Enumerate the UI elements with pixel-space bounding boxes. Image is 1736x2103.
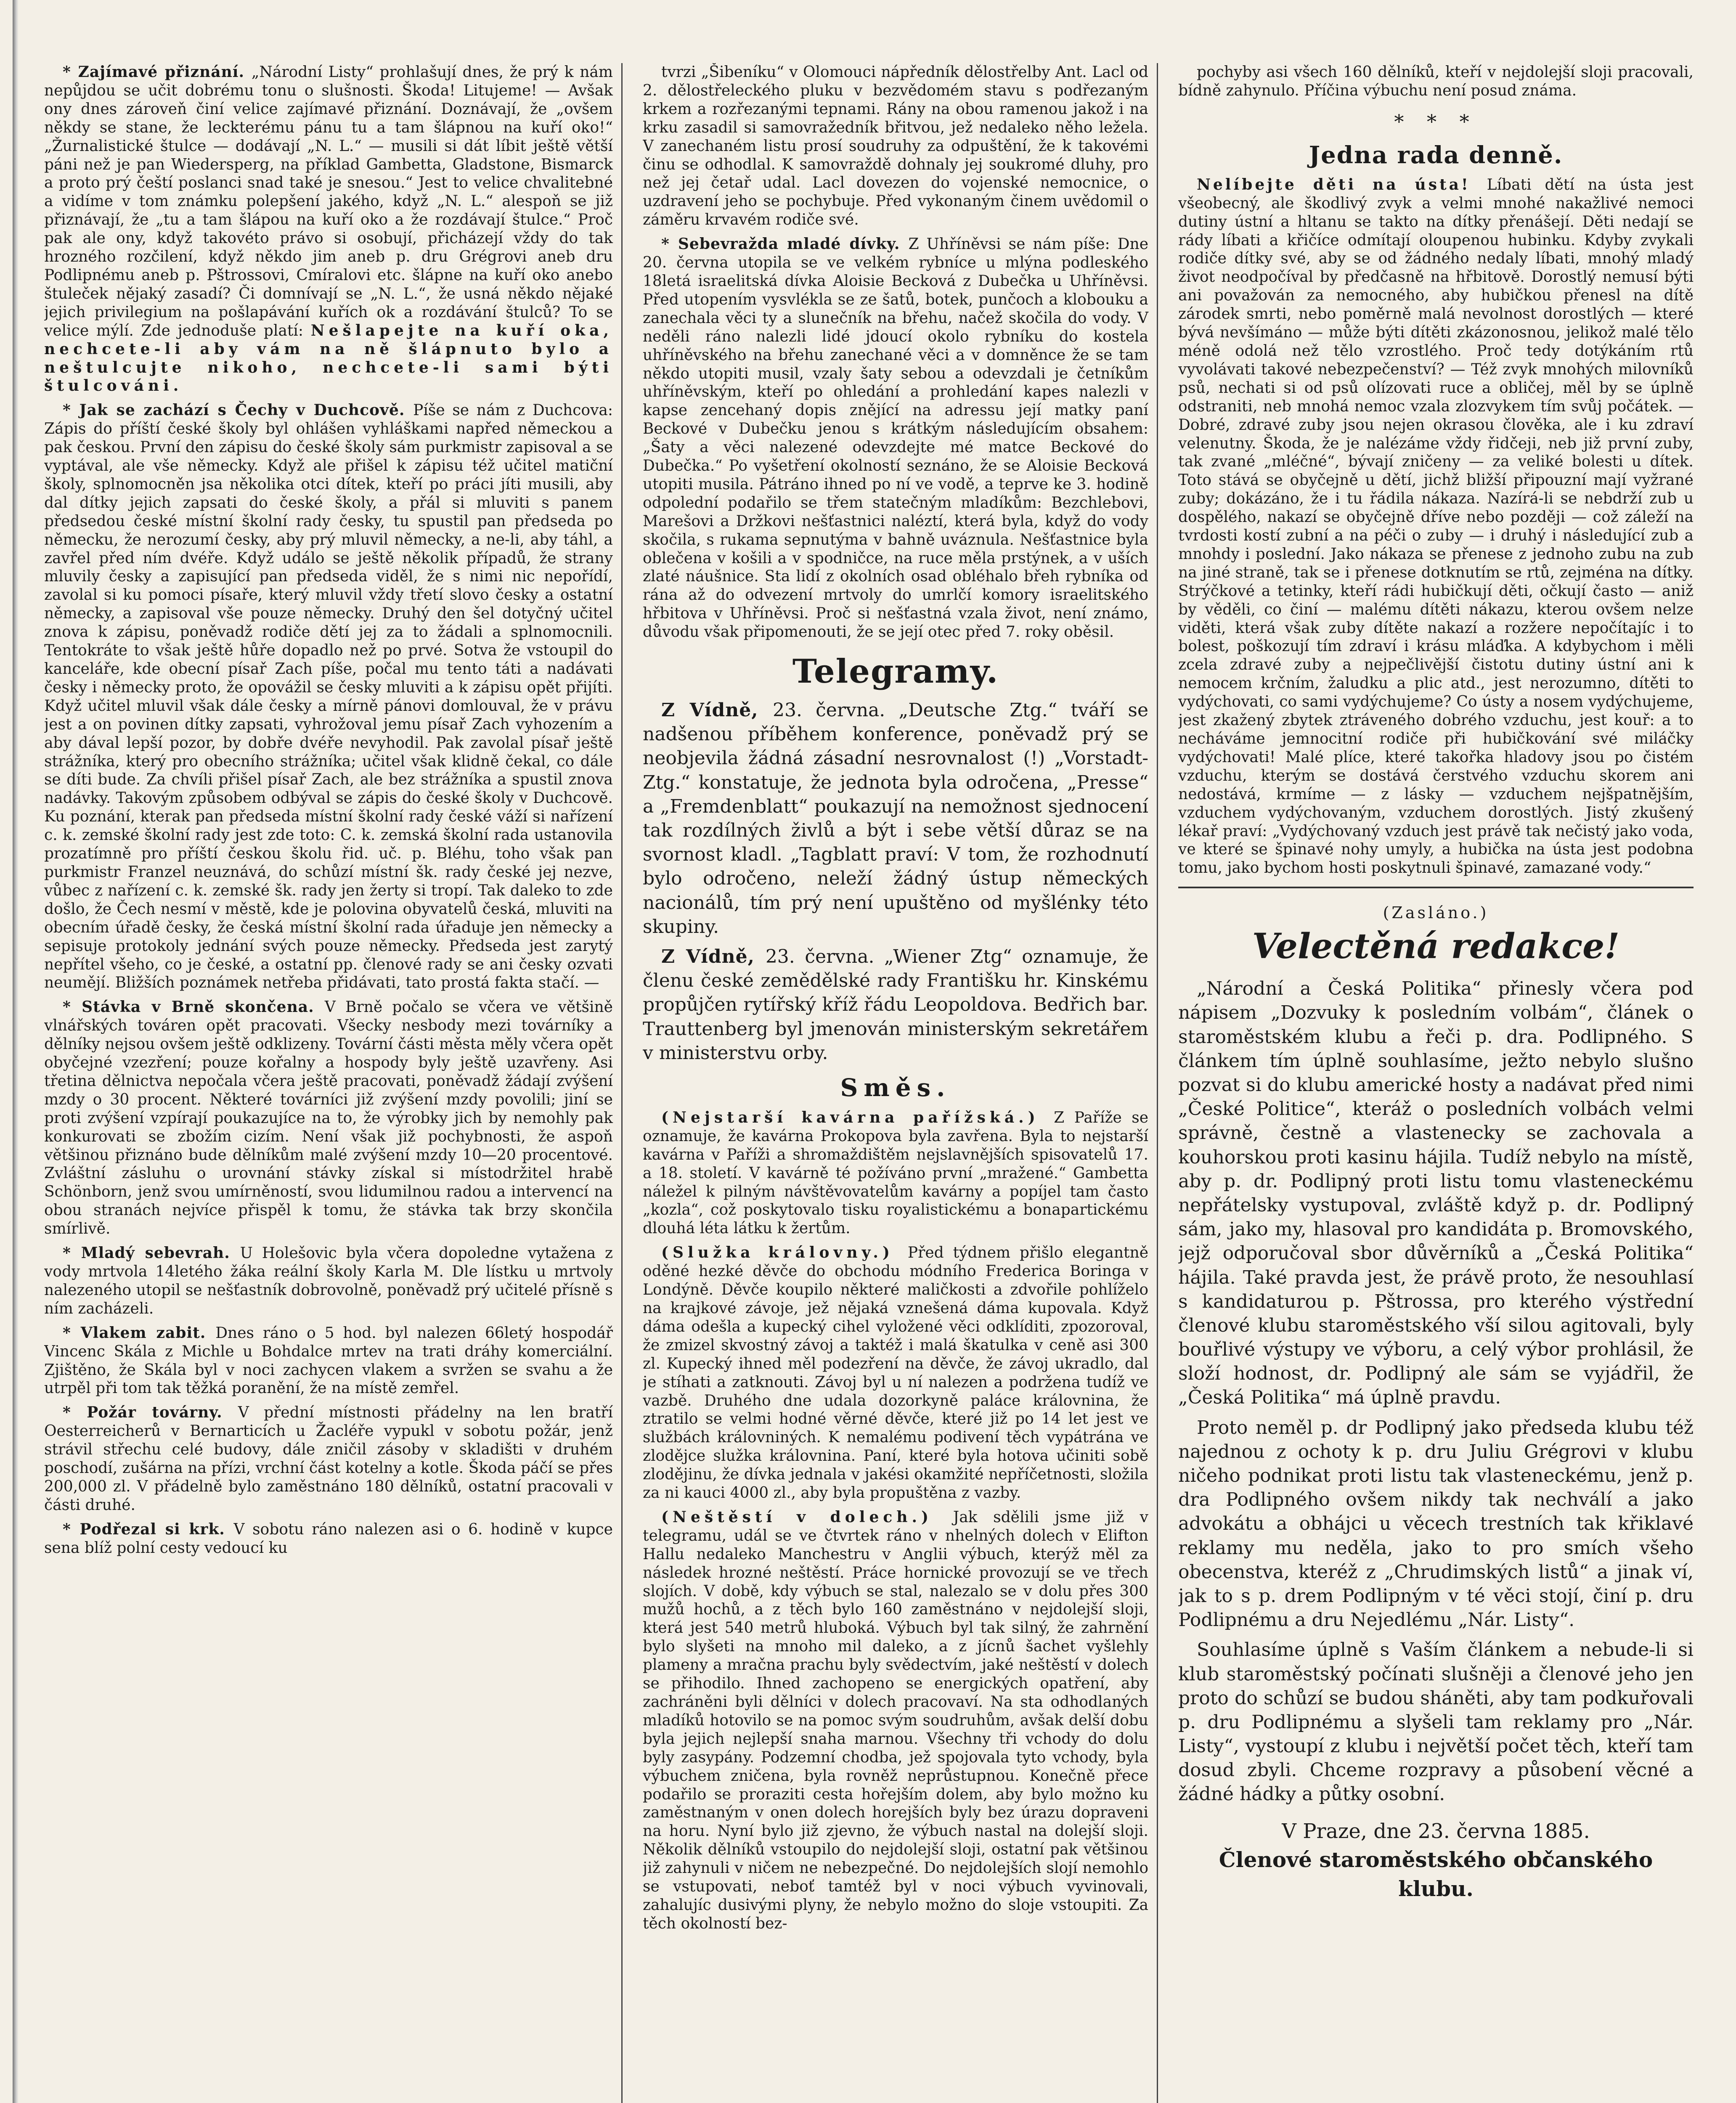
column-3: [1178, 63, 1694, 2103]
article-lead: (Nejstarší kavárna pařížská.): [661, 1108, 1054, 1126]
article-text: V Brně počalo se včera ve většině vlnářských továren opět pracovati. Všecky nesbody mezi továrníky a dělníky nejsou ovšem ještě odklizeny. Tovární části města měly včera opět obyčejné vzezření; pouze kořalny a hospody byly ještě uzavřeny. Asi třetina dělnictva nepočala včera ještě pracovati, poněvadž žádají zvýšení mzdy o 30 procent. Některé továrníci již zvýšení mzdy povolili; jiní se proti zvýšení vzpírají poukazujíce na to, že výrobky jich by nemohly pak konkurovati se zbožím cizím. Není však již pochybnosti, že aspoň většinou přiznáno bude dělníkům malé zvýšení mzdy 10—20 procentové. Zvláštní zásluhu o urovnání stávky získal si místodržitel hrabě Schönborn, jenž svou umírněností, svou lidumilnou radou a intervencí na obou stranách nejvíce přispěl k tomu, že stávka tak brzy skončila smírlivě.: [44, 999, 613, 1238]
article-rada: [1178, 176, 1694, 877]
article-text: Před týdnem přišlo elegantně oděné hezké děvče do obchodu módního Frederica Boringa v Londýně. Děvče koupilo některé maličkosti a zdvořile pohlíželo na krajkové závoje, jež nějaká vznešená dáma kupovala. Když dáma odešla a kupecký cihel vyložené věci odklíditi, zpozoroval, že zmizel skvostný závoj a taktéž i malá škatulka v ceně asi 300 zl. Kupecký ihned měl podezření na děvče, že závoj ukradlo, dal je stíhati a zatknouti. Závoj byl u ní nalezen a podržena tudíž ve vazbě. Druhého dne udala dozorkyně paláce královnina, že ztratilo se velmi hodné věrné děvče, které již po 14 let jest ve službách královniných. K nemalému podivení těch vypátrána ve zlodějce služka královnina. Paní, které byla hotova učiniti sobě zlodějinu, že dívka jednala v jakési okamžité nepříčetnosti, složila za ni kauci 4000 zl., aby byla propuštěna z vazby.: [643, 1244, 1149, 1502]
article-text: Píše se nám z Duchcova: Zápis do příští české školy byl ohlášen vyhláškami napřed německou a pak českou. První den zápisu do české školy sám purkmistr zapisoval a se vyptával, ale vše německy. Když ale přišel k zápisu též učitel matiční školy, splnomocněn jsa několika otci dítek, kteří po práci jíti musili, aby dal dítky jejich zapsati do české školy, a přál si mluviti s panem předsedou české místní školní rady česky, tu spustil pan předseda po německu, že nerozumí česky, aby prý mluvil německy, a ne-li, aby táhl, a zavřel před ním dvéře. Když událo se ještě několik případů, že strany mluvily česky a zapisující pan předseda viděl, že s nimi nic nepořídí, zavolal si ku pomoci písaře, který mluvil vždy třetí slovo česky a ostatní německy, a zapisoval vše pouze německy. Druhý den šel dotyčný učitel znova k zápisu, poněvadž rodiče dětí jej za to žádali a splnomocnili. Tentokráte to však ještě hůře dopadlo než po prvé. Sotva že vstoupil do kanceláře, kde obecní písař Zach píše, počal mu tento táti a nadávati česky i německy proto, že opovážil se česky mluviti a k zápisu opět přijíti. Když učitel mluvil však dále česky a mírně pánovi domlouval, že v právu jest a on povinen dítky zapsati, vyhrožoval jemu písař Zach vyhozením a aby dával lepší pozor, by dobře dvéře nevyhodil. Pak zavolal písař ještě strážníka, který pro obecního strážníka; učitel však klidně čekal, co dále se díti bude. Za chvíli přišel písař Zach, ale bez strážníka a spustil znova nadávky. Takovým způsobem odbýval se zápis do české školy v Duchcově. Ku poznání, kterak pan předseda místní školní rady české váží si nařízení c. k. zemské školní rady jest zde toto: C. k. zemská školní rada ustanovila prozatímně pro příští českou školu řid. uč. p. Bléhu, toho však pan purkmistr Franzel neuznává, do schůzí místní šk. rady české jej nezve, vůbec z nařízení c. k. zemské šk. rady jen žerty si tropí. Tak daleko to zde došlo, že Čech nesmí v městě, kde je polovina obyvatelů česká, mluviti na obecním úřadě česky, že česká místní školní rada úřaduje jen německy a sepisuje protokoly jednání svých pouze německy. Předseda jest zarytý nepřítel všeho, co je české, a ostatní pp. členové rady se ani česky ozvati neumějí. Bližších poznámek netřeba přidávati, tato prostá fakta stačí. —: [44, 402, 613, 992]
article-continuation: tvrzi „Šibeníku“ v Olomouci nápředník dělostřelby Ant. Lacl od 2. dělostřeleckého pluku v bezvědomém stavu s podřezaným krkem a rozřezanými tepnami. Rány na obou ramenou jakož i na krku zasadil si samovražedník břitvou, jež nedaleko něho ležela. V zanechaném listu prosí soudruhy za odpuštění, že k takovémi činu se odhodlal. K samovraždě dohnaly jej soukromé dluhy, pro než jej četař udal. Lacl dovezen do vojenské nemocnice, o uzdravení jeho se pochybuje. Před vykonaným činem uvědomil o záměru krvavém rodiče své.: [643, 64, 1148, 229]
article-lead: * Podřezal si krk.: [63, 1520, 234, 1538]
article-lead: * Sebevražda mladé dívky.: [661, 235, 909, 253]
article-lead: Nelíbejte děti na ústa!: [1197, 175, 1487, 193]
article-text: Dnes ráno o 5 hod. byl nalezen 66letý hospodář Vincenc Skála z Michle u Bohdalce mrtev na trati dráhy komerciální. Zjištěno, že Skála byl v noci zachycen vlakem a svržen se svahu a že utrpěl při tom tak těžká poranění, že na místě zemřel.: [44, 1324, 613, 1397]
article-lead: (Neštěstí v dolech.): [661, 1508, 953, 1526]
article-lead: * Stávka v Brně skončena.: [63, 998, 325, 1016]
letter-signature: Členové staroměstského občanského: [1219, 1847, 1653, 1873]
section-title-rada: Jedna rada denně.: [1309, 141, 1563, 169]
letter-paragraph-3: Souhlasíme úplně s Vaším článkem a nebude-li si klub staroměstský počínati slušněji a členové jeho jen proto do schůzí se budou sháněti, aby tam podkuřovali p. dru Podlipnému a slyšeli tam reklamy pro „Nár. Listy“, vystoupí z klubu i největší počet těch, kteří tam dosud zbyli. Chceme rozpravy a působení věcné a žádné hádky a půtky osobní.: [1178, 1639, 1694, 1805]
article-continuation: pochyby asi všech 160 dělníků, kteří v nejdolejší sloji pracovali, bídně zahynulo. Příčina výbuchu není posud známa.: [1178, 64, 1694, 99]
article-zajimave-priznani: [44, 63, 613, 395]
article-duchcov: [44, 401, 613, 992]
article-sluzka: [643, 1244, 1148, 1502]
telegram-lead: Z Vídně,: [661, 946, 766, 967]
letter-paragraph-1: „Národní a Česká Politika“ přinesly včera pod nápisem „Dozvuky k posledním volbám“, článek o staroměstském klubu a řeči p. dra. Podlipného. S článkem tím úplně souhlasíme, ježto nebylo slušno pozvat si do klubu americké hosty a nadávat před nimi „České Politice“, kteráž o posledních volbách velmi správně, čestně a vlastenecky se zachovala a kouhorskou proti kasinu hájila. Tudíž nebylo na místě, aby p. dr. Podlipný proti listu tomu vlasteneckému nepřátelsky vystupoval, zvláště když p. dr. Podlipný sám, jako my, hlasoval pro kandidáta p. Bromovského, jejž odporučoval sbor důvěrníků a „Česká Politika“ hájila. Také pravda jest, že právě proto, že nesouhlasí s kandidaturou p. Pštrossa, pro kterého výstřední členové klubu staroměstského vší silou agitovali, byly bouřlivé výstupy ve výboru, a celý výbor prohlásil, že složí hodnost, dr. Podlipný ale sám se vyjádřil, že „Česká Politika“ má úplně pravdu.: [1178, 978, 1694, 1409]
article-text: V přední místnosti přádelny na len bratří Oesterreicherů v Bernarticích u Žacléře vypukl v sobotu požár, jenž strávil střechu celé budovy, dále zničil zásoby v skladišti v druhém poschodí, zušárna na přízi, vrchní část kotelny a kotle. Škoda páčí se přes 200,000 zl. V přádelně bylo zaměstnáno 180 dělníků, ostatní pracovali v části druhé.: [44, 1404, 613, 1514]
article-stavka-brno: [44, 998, 613, 1238]
telegram-text: 23. června. „Wiener Ztg“ oznamuje, že členu české zemědělské rady Františku hr. Kinskému propůjčen rytířský kříž řádu Leopoldova. Bedřich bar. Trauttenberg byl jmenován ministerským sekretářem v ministerstvu orby.: [643, 946, 1148, 1064]
section-rule: [1178, 887, 1694, 888]
article-sebevrazda-divky: [643, 235, 1148, 641]
section-title-telegramy: Telegramy.: [792, 652, 999, 691]
article-lead: * Mladý sebevrah.: [63, 1244, 240, 1262]
letter-title: Velectěná redakce!: [1252, 926, 1620, 967]
letter-dateline: V Praze, dne 23. června 1885.: [1282, 1819, 1590, 1843]
article-lead: * Jak se zachází s Čechy v Duchcově.: [63, 401, 413, 419]
zaslano-label: (Zasláno.): [1383, 903, 1489, 922]
article-lead: * Vlakem zabit.: [63, 1324, 216, 1342]
column-1: [44, 63, 623, 2103]
letter-signature-2: klubu.: [1398, 1876, 1474, 1902]
article-text: Z Paříže se oznamuje, že kavárna Prokopova byla zavřena. Byla to nejstarší kavárna v Paříži a shromaždištěm nejslavnějších spisovatelů 17. a 18. století. V kavárně té požíváno první „mražené.“ Gambetta náležel k pilným návštěvovatelům kavárny a popíjel tam často „kozla“, což poskytovalo tisku royalistickému a bonapartickému dlouhá léta látku k žertům.: [643, 1109, 1148, 1237]
article-text: V sobotu ráno nalezen asi o 6. hodině v kupce sena blíž polní cesty vedoucí ku: [44, 1520, 613, 1557]
letter-paragraph-2: Proto neměl p. dr Podlipný jako předseda klubu též najednou z ochoty k p. dru Juliu Grégrovi v klubu ničeho podnikat proti listu tak vlasteneckému, jenž p. dra Podlipného ovšem nikdy tak nechválí a jako advokátu a obhájci u věcech trestních tak křiklavé reklamy mu neděla, jako to pro smích všeho obecenstva, kteréž z „Chrudimských listů“ a jinak ví, jak to s p. drem Podlipným v té věci stojí, činí p. dru Podlipnému a dru Nejedlému „Nár. Listy“.: [1178, 1417, 1694, 1631]
telegram-lead: Z Vídně,: [661, 699, 773, 721]
page-binding-edge: [13, 0, 19, 2103]
column-2: [643, 63, 1158, 2103]
article-lead: * Zajímavé přiznání.: [63, 63, 252, 81]
article-lead: (Služka královny.): [661, 1244, 908, 1262]
telegram-2: [643, 945, 1148, 1065]
article-podrezal-krk: [44, 1520, 613, 1557]
article-text: U Holešovic byla včera dopoledne vytažena z vody mrtvola 14letého žáka reální školy Karla M. Dle lístku u mrtvoly nalezeného utopil se nešťastník dobrovolně, poněvadž prý učitelé přísně s ním zacházeli.: [44, 1245, 613, 1317]
telegram-text: 23. června. „Deutsche Ztg.“ tváří se nadšenou příběhem konference, poněvadž prý se neobjevila žádná zásadní nesrovnalost (!) „Vorstadt-Ztg.“ konstatuje, že jednota byla odročena, „Presse“ a „Fremdenblatt“ poukazují na nemožnost sjednocení tak rozdílných živlů a být i sebe větší důraz se na svornost kladl. „Tagblatt praví: V tom, že rozhodnutí bylo odročeno, neleží žádný ústup německých nacionálů, tím prý není upuštěno od myšlénky této skupiny.: [643, 699, 1148, 938]
section-title-smes: Směs.: [840, 1073, 951, 1102]
article-text: Z Uhříněvsi se nám píše: Dne 20. června utopila se ve velkém rybníce u mlýna podleského 18letá israelitská dívka Aloisie Becková z Dubečka u Uhříněvsi. Před utopením vysvlékla se ze šatů, botek, punčoch a klobouku a zanechala věci ty a slunečník na břehu, načež skočila do vody. V neděli ráno nalezli lidé jdoucí okolo rybníku do kostela uhříněvského na břehu zanechané věci a v domněnce že se tam někdo utopiti musil, vzaly šaty sebou a odevzdali je četníkům uhříněvským, kteří po ohledání a prohledání kapes nalezli v kapse zencehaný dopis znějící na adressu její matky paní Beckové v Dubečku jenou s krátkým následujícím obsahem: „Šaty a věci nalezené odevzdejte mé matce Beckové do Dubečka.“ Po vyšetření okolností seznáno, že se Aloisie Becková utopiti musila. Pátráno ihned po ní ve vodě, a teprve ke 3. hodině odpolední podařilo se třem statečným mladíkům: Bezchlebovi, Marešovi a Držkovi nešťastnici naléztí, která byla, když do vody skočila, s rukama sepnutýma v bahně uváznula. Nešťastnice byla oblečena v košili a v spodničce, na ruce měla prstýnek, a v uších zlaté náušnice. Sta lidí z okolních osad obléhalo břeh rybníka od rána až do odvezení mrtvoly do umrlčí komory israelitského hřbitova v Uhříněvsi. Proč si nešťastná vzala život, není známo, důvodu však připomenouti, že se její otec před 7. roky oběsil.: [643, 236, 1148, 641]
section-divider-stars: * * *: [1394, 110, 1478, 133]
columns: [44, 63, 1692, 2103]
article-vlakem-zabit: [44, 1324, 613, 1398]
telegram-1: [643, 698, 1148, 939]
article-text: Jak sdělili jsme již v telegramu, udál se ve čtvrtek ráno v nhelných dolech v Elifton Hallu nedaleko Manchestru v Anglii výbuch, kterýž měl za následek hrozné neštěstí. Práce hornické provozují se ve třech slojích. V době, kdy výbuch se stal, nalezalo se v dolu přes 300 mužů hochů, a z těch bylo 160 zaměstnáno v nejdolejší sloji, která jest 540 metrů hluboká. Výbuch byl tak silný, že zahrnění bylo slyšeti na mnoho mil daleko, a z jícnů šachet vyšlehly plameny a mračna prachu byly svědectvím, jaké neštěstí v dolech se přihodilo. Ihned zachopeno se energických opatření, aby zachráněni byli dělníci v dolech pracovaví. Na sta odhodlaných mladíků hotovilo se na pomoc svým soudruhům, avšak delší dobu byla jejich nejlepší snaha marnou. Všechny tři vchody do dolu byly zasypány. Podzemní chodba, jež spojovala tyto vchody, byla výbuchem zničena, byla rovněž neprůstupnou. Konečně přece podařilo se proraziti cesta hořejším dolem, aby bylo možno ku zaměstnaným v onen dolech horejších byly bez úrazu dopraveni na horu. Nyní bylo již zjevno, že výbuch nastal na dolejší sloji. Několik dělníků vstoupilo do nejdolejší sloji, ostatní pak většinou již zahynuli v ničem ne nebezpečné. Do nejdolejších slojí nemohlo se vstupovati, neboť tamtéž byl v noci výbuch vyvinovali, zahalujíc dusivými plyny, že nebylo možno do sloje vstoupiti. Za těch okolností bez-: [643, 1508, 1148, 1932]
article-motto: Nešlapejte na kuří oka, nechcete-li aby vám na ně šlápnuto bylo a neštulcujte nikoho, nechcete-li sami býti štulcováni.: [44, 321, 613, 395]
article-pozar-tovarny: [44, 1404, 613, 1514]
article-lead: * Požár továrny.: [63, 1404, 238, 1422]
article-text: „Národní Listy“ prohlašují dnes, že prý k nám nepůjdou se učit dobrému tonu o slušnosti. Škoda! Litujeme! — Avšak ony dnes zároveň činí velice zajímavé přiznání. Doznávají, že „ovšem někdy se stane, že leckterému pánu tu a tam šlápnou na kuří oko!“ „Žurnalistické štulce — dodávají „N. L.“ — musili si dát líbit ještě větší páni než je pan Wiedersperg, na příklad Gambetta, Gladstone, Bismarck a proto prý čeští poslanci snad také je snesou.“ Jest to velice chvalitebné a vidíme v tom známku polepšení jakého, když „N. L.“ alespoň se již přiznávají, že „tu a tam šlápou na kuří oko a že rozdávají štulce.“ Proč pak ale ony, když takovéto právo si osobují, přicházejí vždy do tak hrozného rozčilení, když někdo jim aneb p. dru Grégrovi aneb dru Podlipnému aneb p. Pštrossovi, Cmíralovi etc. šlápne na kuří oko anebo štuleček nějaký zasadí? Či domnívají se „N. L.“, že usná někdo nějaké jejich privilegium na pošlapávání kuřích ok a rozdávání štulců? To se velice mýlí. Zde jednoduše platí:: [44, 64, 613, 339]
article-nestesti-doly: [643, 1508, 1148, 1933]
article-kavarna: [643, 1109, 1148, 1238]
article-text: Líbati dětí na ústa jest všeobecný, ale škodlivý zvyk a velmi mnohé nakažlivé nemoci dutiny ústní a hltanu se takto na dítky přenášejí. Děti nedají se rády líbati a křičíce odmítají oloupenou hubinku. Kdyby zvykali rodiče dítky své, aby se od žádného nedaly líbati, mnohý mladý život neodpočíval by předčasně na hřbitově. Dorostlý nemusí býti ani považován za nemocného, aby hubičkou přenesl na dítě zárodek smrti, nebo poměrně malá nevolnost dorostlých — které bývá nevšímáno — může býti dítěti zkázonosnou, jelikož malé tělo méně odolá než tělo vzrostlého. Proč tedy dotýkáním rtů vyvolávati takové nebezpečenství? — Též zvyk mnohých milovníků psů, nechati si od psů olízovati ruce a obličej, měl by se úplně odstraniti, neb mnohá nemoc vzala zlozvykem tím svůj počátek. — Dobré, zdravé zuby jsou nejen okrasou člověka, ale i ku zdraví velenutny. Škoda, že je nalézáme vždy řidčeji, neb již první zuby, tak zvané „mléčné“, bývají zničeny — za veliké bolesti u dítek. Toto stává se obyčejně u dětí, jichž bližší připouzní mají vyžrané zuby; dokázáno, že i tu řádila nákaza. Nazírá-li se nebdrží zub u dospělého, nakazí se obyčejně dříve nebo později — což záleží na tvrdosti kostí zubní a na péči o zuby — i druhý i následující zub a mnohdy i poslední. Jako nákaza se přenese z jednoho zubu na zub na jiné straně, tak se i přenese dotknutím se rtů, zejména na dítky. Strýčkové a tetinky, kteří rádi hubičkují děti, očkují často — aniž by věděli, co činí — malému dítěti nákazu, kterou ovšem nelze viděti, která však zuby dítěte nakazí a rozžere nepočítajíc i to bolest, poškozují tím zdraví i krásu mláďka. A kdybychom i měli zcela zdravé zuby a nejpečlivější čistotu dutiny ústní ani k nemocem krčním, žaludku a plic atd., jest nerozumno, dítěti to vydýchovati, co sami vydýchujeme? Co ústy a nosem vydýchujeme, jest zkažený zbytek ztráveného dobrého vzduchu, jest kouř: a to necháváme jemnocitní rodiče při hubičkování své miláčky vydýchovati! Malé plíce, které takořka hladovy jsou po čistém vzduchu, kterým se dostává čerstvého vzduchu skorem ani nedostává, krmíme — z lásky — vzduchem nejšpatnějším, vzduchem vydýchovaným, vzduchem dorostlých. Jistý zkušený lékař praví: „Vydýchovaný vzduch jest právě tak nečistý jako voda, ve které se špinavé nohy umyly, a hubička na ústa jest podobna tomu, jako bychom hosti poskytnuli špinavé, zamazané vody.“: [1178, 176, 1694, 877]
article-mlady-sebevrah: [44, 1244, 613, 1318]
